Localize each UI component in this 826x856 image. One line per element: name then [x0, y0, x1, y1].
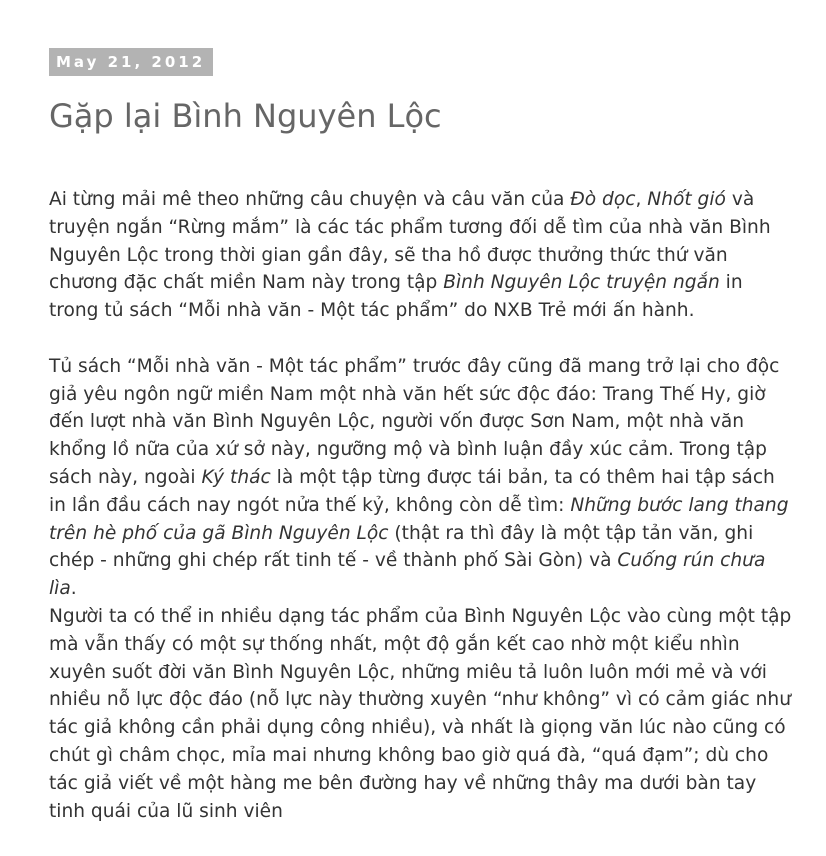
book-title-nhot-gio: Nhốt gió [647, 189, 726, 210]
paragraph-2 [49, 353, 794, 603]
paragraph-1 [49, 186, 794, 325]
post-title: Gặp lại Bình Nguyên Lộc [49, 97, 442, 135]
p1-text-1: Ai từng mải mê theo những câu chuyện và câu văn của [49, 189, 571, 210]
book-title-do-doc: Đò dọc [570, 189, 636, 210]
p1-text-2: , [635, 189, 648, 210]
paragraph-3 [49, 603, 794, 825]
p2-text-4: . [70, 578, 77, 600]
p2-text-1: Tủ sách “Mỗi nhà văn - Một tác phẩm” trước đây cũng đã mang trở lại cho độc giả yêu ngôn ngữ miền Nam một nhà văn hết sức độc đáo: Trang Thế Hy, giờ đến lượt nhà văn Bình Nguyên Lộc, người vốn được Sơn Nam, một nhà văn khổng lồ nữa của xứ sở này, ngưỡng mộ và bình luận đầy xúc cảm. Trong tập sách này, ngoài [49, 355, 780, 488]
paragraph-gap [49, 325, 794, 353]
p2-text-3: (thật ra thì đây là một tập tản văn, ghi chép - những ghi chép rất tinh tế - về thành phố Sài Gòn) và [49, 522, 754, 572]
post-date: May 21, 2012 [56, 53, 206, 71]
p2-text-2: là một tập từng được tái bản, ta có thêm hai tập sách in lần đầu cách nay ngót nửa thế kỷ, không còn dễ tìm: [49, 466, 775, 516]
p1-text-3: và truyện ngắn “Rừng mắm” là các tác phẩm tương đối dễ tìm của nhà văn Bình Nguyên Lộc trong thời gian gần đây, sẽ tha hồ được thưởng thức thứ văn chương đặc chất miền Nam này trong tập [49, 189, 771, 294]
post-body [49, 186, 794, 825]
p3-text-1: Người ta có thể in nhiều dạng tác phẩm của Bình Nguyên Lộc vào cùng một tập mà vẫn thấy có một sự thống nhất, một độ gắn kết cao nhờ một kiểu nhìn xuyên suốt đời văn Bình Nguyên Lộc, những miêu tả luôn luôn mới mẻ và với nhiều nỗ lực độc đáo (nỗ lực này thường xuyên “như không” vì có cảm giác như tác giả không cần phải dụng công nhiều), và nhất là giọng văn lúc nào cũng có chút gì châm chọc, mỉa mai nhưng không bao giờ quá đà, “quá đạm”; dù cho tác giả viết về một hàng me bên đường hay về những thây ma dưới bàn tay tinh quái của lũ sinh viên [49, 605, 792, 822]
book-title-ky-thac: Ký thác [201, 466, 271, 488]
book-title-cuong-run-chua-lia: Cuống rún chưa lìa [49, 550, 766, 600]
book-title-nhung-buoc-lang-thang: Những bước lang thang trên hè phố của gã Bình Nguyên Lộc [49, 494, 789, 544]
post-date-header [49, 48, 213, 76]
p1-text-4: in trong tủ sách “Mỗi nhà văn - Một tác phẩm” do NXB Trẻ mới ấn hành. [49, 272, 743, 322]
book-title-bnl-truyen-ngan: Bình Nguyên Lộc truyện ngắn [443, 272, 720, 294]
